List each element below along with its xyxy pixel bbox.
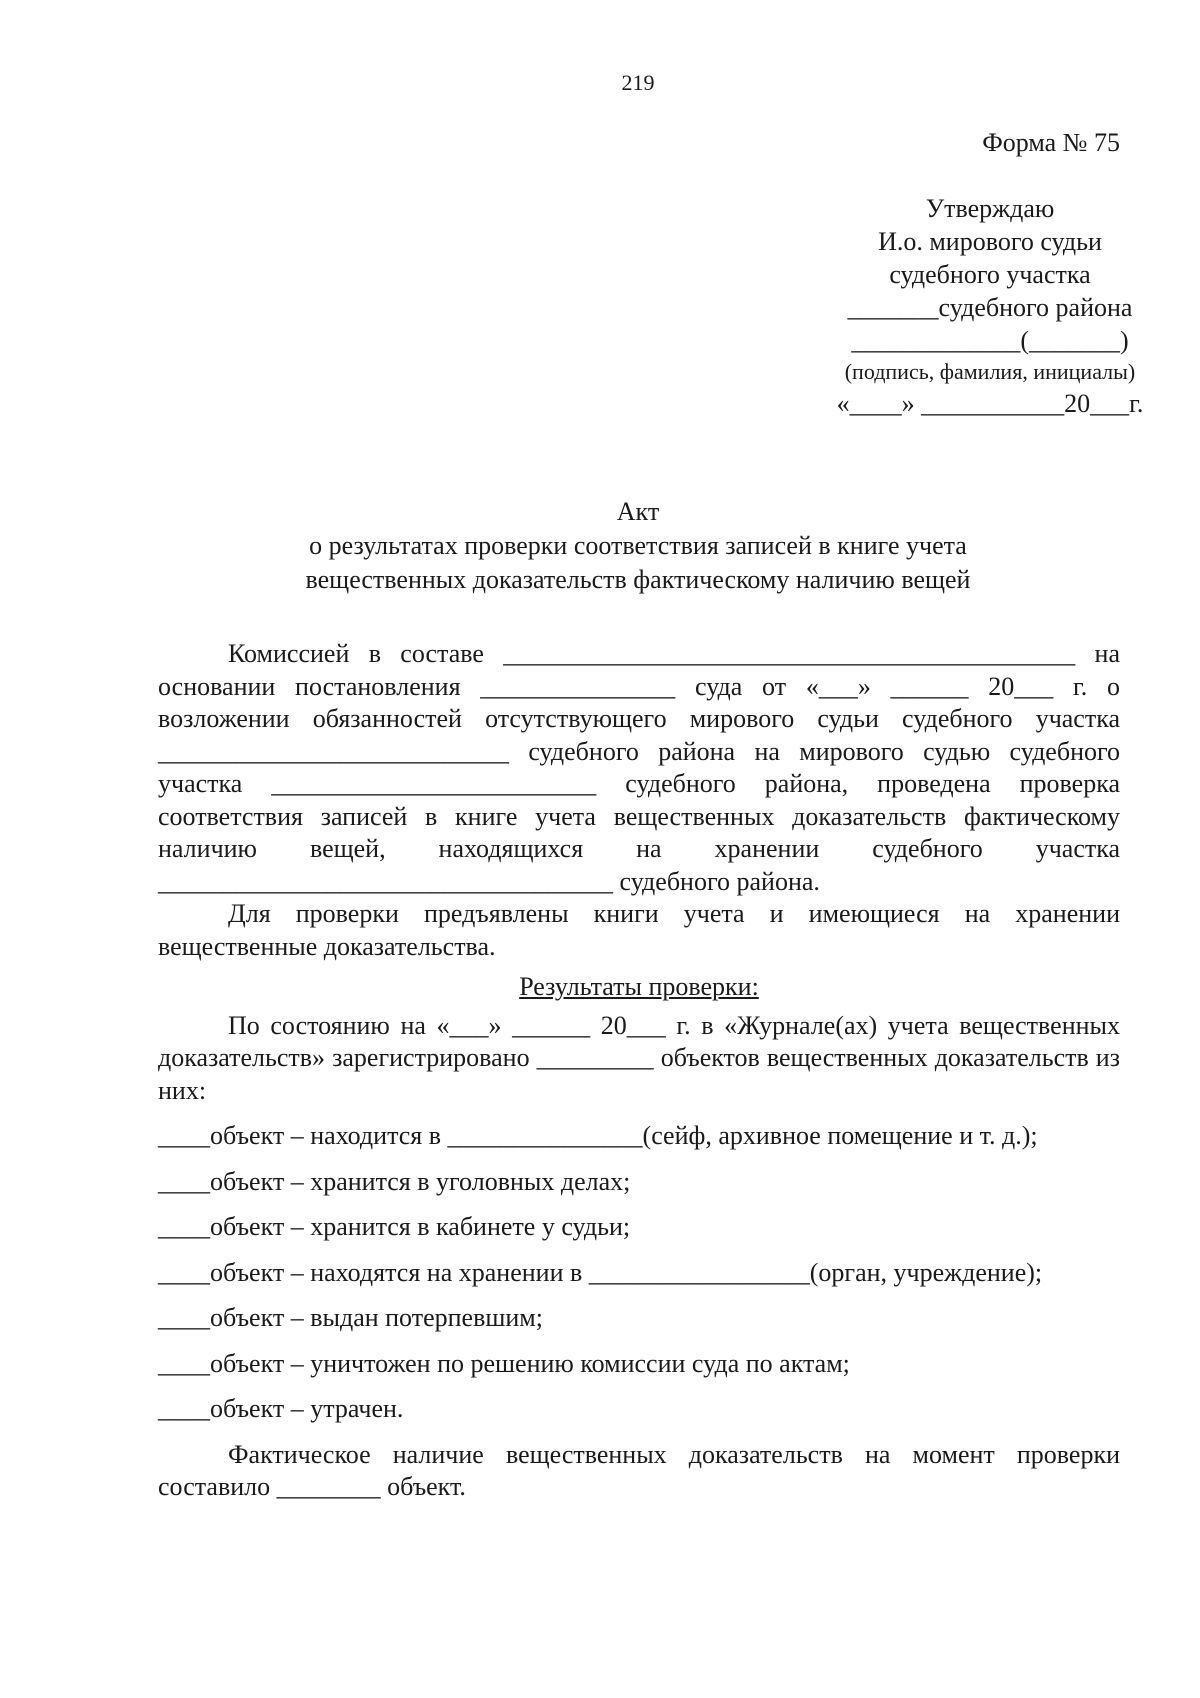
approval-line: _______судебного района (847, 293, 1133, 322)
document-body (158, 638, 1120, 1504)
results-heading-text: Результаты проверки: (519, 972, 759, 1001)
approval-line: судебного участка (889, 260, 1091, 289)
title-line: о результатах проверки соответствия записей в книге учета (309, 531, 967, 560)
results-heading (158, 971, 1120, 1004)
commission-paragraph: Комиссией в составе ____________________________________________ на основании постановления _______________ суда от «___» ______ 20___ г. о возложении обязанностей отсутствующего мирового судьи судебного участка ___________________________ судебного района на мирового судью судебного участка _________________________ судебного района, проведена проверка соответствия записей в книге учета вещественных доказательств фактическому наличию вещей, находящихся на хранении судебного участка ___________________________________ судебного района. (158, 639, 1120, 896)
form-number: Форма № 75 (982, 128, 1120, 157)
list-item: ____объект – находится в _______________(сейф, архивное помещение и т. д.); (158, 1121, 1038, 1150)
approval-line: Утверждаю (925, 194, 1055, 223)
list-item: ____объект – уничтожен по решению комиссии суда по актам; (158, 1348, 850, 1378)
approval-line: И.о. мирового судьи (878, 227, 1102, 256)
approval-date-line: «____» ___________20___г. (836, 389, 1144, 418)
approval-signature-caption: (подпись, фамилия, инициалы) (844, 359, 1136, 384)
approval-block (700, 192, 1200, 420)
actual-count-paragraph: Фактическое наличие вещественных доказательств на момент проверки составило ________ объект. (158, 1439, 1120, 1501)
document-title (0, 495, 1200, 597)
list-item: ____объект – хранится в кабинете у судьи; (158, 1212, 631, 1241)
list-item: ____объект – находятся на хранении в _________________(орган, учреждение); (158, 1257, 1043, 1287)
list-item: ____объект – выдан потерпевшим; (158, 1303, 543, 1332)
page-number: 219 (621, 70, 655, 95)
title-line: вещественных доказательств фактическому наличию вещей (305, 565, 971, 594)
approval-signature-line: _____________(_______) (851, 326, 1129, 355)
status-paragraph: По состоянию на «___» ______ 20___ г. в «Журнале(ах) учета вещественных доказательств» зарегистрировано _________ объектов вещественных доказательств из них: (158, 1010, 1120, 1105)
presented-paragraph: Для проверки предъявлены книги учета и имеющиеся на хранении вещественные доказательства. (158, 899, 1120, 961)
list-item: ____объект – утрачен. (158, 1394, 404, 1423)
title-line: Акт (616, 497, 660, 526)
list-item: ____объект – хранится в уголовных делах; (158, 1166, 631, 1196)
